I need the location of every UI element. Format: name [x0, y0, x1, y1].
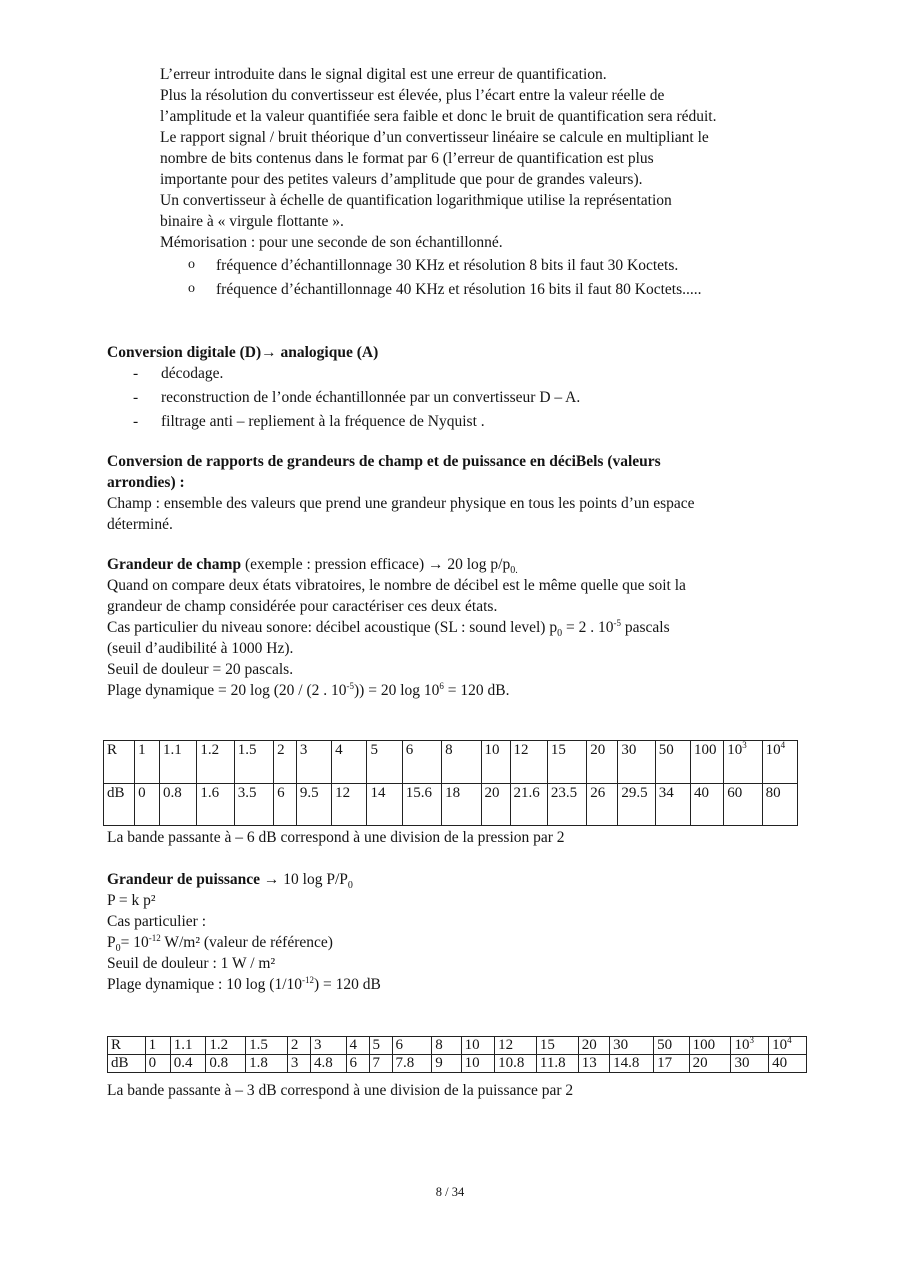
- intro-line: L’erreur introduite dans le signal digital est une erreur de quantification.: [160, 66, 607, 83]
- power-caption-block: [107, 1080, 573, 1101]
- table-cell: 10: [461, 1037, 494, 1055]
- page-number: 8 / 34: [435, 1185, 465, 1199]
- table-cell: 0: [145, 1055, 170, 1073]
- superscript: -12: [302, 974, 315, 985]
- table-cell: 12: [332, 784, 367, 826]
- table-cell: 1.5: [246, 1037, 288, 1055]
- table-cell: 18: [442, 784, 481, 826]
- section-heading: Conversion de rapports de grandeurs de champ et de puissance en déciBels (valeurs: [107, 453, 661, 470]
- table-cell: 6: [392, 1037, 432, 1055]
- table-cell: 17: [654, 1055, 690, 1073]
- table-cell: 1: [135, 741, 160, 784]
- paragraph-line: [107, 680, 686, 701]
- table-cell: 12: [510, 741, 547, 784]
- table-cell: 20: [481, 784, 510, 826]
- table-cell: 1: [145, 1037, 170, 1055]
- table-cell: 40: [769, 1055, 807, 1073]
- table-caption: La bande passante à – 6 dB correspond à une division de la pression par 2: [107, 829, 565, 846]
- formula-subscript: 0.: [510, 565, 518, 577]
- text-run: ) = 120 dB: [314, 976, 381, 993]
- cell-exponent: 4: [787, 1035, 792, 1045]
- table-cell: 3: [287, 1055, 310, 1073]
- table-header-cell: R: [108, 1037, 146, 1055]
- text-run: = 10: [120, 934, 149, 951]
- cell-exponent: 3: [749, 1035, 754, 1045]
- subscript: 0: [557, 628, 563, 640]
- paragraph-line: P = k p²: [107, 892, 156, 909]
- table-cell: 8: [432, 1037, 461, 1055]
- table-cell: 7.8: [392, 1055, 432, 1073]
- conversion-db-section: [107, 451, 695, 535]
- conversion-da-list: [107, 362, 580, 434]
- grandeur-puissance-heading: [107, 869, 381, 890]
- table-cell: 7: [369, 1055, 392, 1073]
- table-row: [108, 1055, 807, 1073]
- table-cell: 100: [691, 741, 724, 784]
- section-heading: arrondies) :: [107, 474, 185, 491]
- table-cell: 2: [287, 1037, 310, 1055]
- text-run: P: [107, 934, 116, 951]
- table-cell: 1.1: [160, 741, 197, 784]
- power-db-table: [107, 1036, 807, 1073]
- intro-bullet-list: [160, 254, 702, 302]
- cell-base: 10: [765, 742, 781, 758]
- table-cell: 10: [461, 1055, 494, 1073]
- text-run: Plage dynamique = 20 log (20 / (2 . 10: [107, 682, 347, 699]
- text-run: = 120 dB.: [443, 682, 510, 699]
- conversion-da-section: [107, 342, 378, 363]
- intro-line: Le rapport signal / bruit théorique d’un convertisseur linéaire se calcule en multipliant le: [160, 129, 709, 146]
- table-row: [104, 784, 798, 826]
- table-cell: 20: [578, 1037, 609, 1055]
- intro-line: nombre de bits contenus dans le format par 6 (l’erreur de quantification est plus: [160, 150, 654, 167]
- table-cell: 21.6: [510, 784, 547, 826]
- table-cell: 9.5: [296, 784, 331, 826]
- table-cell: 15: [547, 741, 586, 784]
- table-cell: 50: [654, 1037, 690, 1055]
- paragraph-line: Cas particulier :: [107, 913, 206, 930]
- text-run: Cas particulier du niveau sonore: décibel acoustique (SL : sound level) p: [107, 619, 558, 636]
- table-cell: 1.6: [197, 784, 234, 826]
- intro-line: importante pour des petites valeurs d’amplitude que pour de grandes valeurs).: [160, 171, 643, 188]
- table-cell: 8: [442, 741, 481, 784]
- table-cell: 23.5: [547, 784, 586, 826]
- superscript: -5: [346, 680, 354, 691]
- table-cell: 3: [310, 1037, 346, 1055]
- table-row: [108, 1037, 807, 1055]
- table-cell: 60: [724, 784, 762, 826]
- table-cell: 11.8: [536, 1055, 578, 1073]
- table-cell: 4: [346, 1037, 369, 1055]
- table-header-cell: R: [104, 741, 135, 784]
- paragraph-line: grandeur de champ considérée pour caractériser ces deux états.: [107, 598, 498, 615]
- table-cell: 12: [495, 1037, 537, 1055]
- list-item: o fréquence d’échantillonnage 30 KHz et résolution 8 bits il faut 30 Koctets.: [160, 254, 702, 278]
- text-run: )) = 20 log 10: [354, 682, 440, 699]
- table-cell: 20: [587, 741, 618, 784]
- field-caption-block: [107, 827, 565, 848]
- table-cell: 3: [296, 741, 331, 784]
- table-cell: 0.4: [170, 1055, 206, 1073]
- table-cell: 29.5: [618, 784, 655, 826]
- paragraph-line: Seuil de douleur = 20 pascals.: [107, 661, 294, 678]
- list-item: o fréquence d’échantillonnage 40 KHz et résolution 16 bits il faut 80 Koctets.....: [160, 278, 702, 302]
- table-cell: 10.8: [495, 1055, 537, 1073]
- section-heading: Grandeur de champ: [107, 556, 242, 573]
- table-cell: 1.5: [234, 741, 273, 784]
- table-cell: 20: [689, 1055, 731, 1073]
- table-cell: 4.8: [310, 1055, 346, 1073]
- table-cell: 1.1: [170, 1037, 206, 1055]
- grandeur-champ-section: [107, 554, 686, 701]
- table-cell: 30: [731, 1055, 769, 1073]
- table-cell: 30: [610, 1037, 654, 1055]
- table-cell: 50: [655, 741, 690, 784]
- cell-base: 10: [772, 1037, 788, 1053]
- table-cell: 13: [578, 1055, 609, 1073]
- table-cell: 2: [274, 741, 297, 784]
- grandeur-puissance-section: [107, 869, 381, 995]
- table-cell: 4: [332, 741, 367, 784]
- cell-exponent: 4: [780, 740, 786, 750]
- formula: → 10 log P/P: [260, 871, 348, 888]
- intro-line: Mémorisation : pour une seconde de son échantillonné.: [160, 234, 503, 251]
- intro-section: [160, 64, 716, 253]
- paragraph-line: (seuil d’audibilité à 1000 Hz).: [107, 640, 294, 657]
- cell-base: 10: [727, 742, 743, 758]
- table-cell: 0: [135, 784, 160, 826]
- intro-line: binaire à « virgule flottante ».: [160, 213, 344, 230]
- table-cell: [731, 1037, 769, 1055]
- text-run: Plage dynamique : 10 log (1/10: [107, 976, 303, 993]
- section-heading: Conversion digitale (D)→ analogique (A): [107, 344, 379, 361]
- table-cell: 1.2: [197, 741, 234, 784]
- table-cell: [769, 1037, 807, 1055]
- superscript: -5: [613, 617, 621, 628]
- table-cell: 6: [274, 784, 297, 826]
- table-cell: [762, 741, 797, 784]
- table-cell: 9: [432, 1055, 461, 1073]
- table-header-cell: dB: [104, 784, 135, 826]
- table-cell: 80: [762, 784, 797, 826]
- table-cell: 1.8: [246, 1055, 288, 1073]
- table-cell: 14: [367, 784, 402, 826]
- table-header-cell: dB: [108, 1055, 146, 1073]
- superscript: 6: [439, 680, 444, 691]
- section-heading: Grandeur de puissance: [107, 871, 261, 888]
- table-cell: 3.5: [234, 784, 273, 826]
- table-cell: 1.2: [206, 1037, 246, 1055]
- table-cell: [724, 741, 762, 784]
- table-cell: 40: [691, 784, 724, 826]
- paragraph-line: [107, 974, 381, 995]
- table-cell: 14.8: [610, 1055, 654, 1073]
- cell-base: 10: [734, 1037, 750, 1053]
- formula: (exemple : pression efficace) → 20 log p/p: [241, 556, 511, 573]
- table-row: [104, 741, 798, 784]
- list-item: - décodage.: [107, 362, 580, 386]
- table-cell: 15.6: [402, 784, 441, 826]
- intro-line: l’amplitude et la valeur quantifiée sera faible et donc le bruit de quantification sera réduit.: [160, 108, 717, 125]
- table-cell: 5: [367, 741, 402, 784]
- table-cell: 5: [369, 1037, 392, 1055]
- paragraph-line: [107, 932, 381, 953]
- text-run: W/m² (valeur de référence): [160, 934, 333, 951]
- paragraph-line: [107, 617, 686, 638]
- subscript: 0: [115, 943, 121, 955]
- table-cell: 10: [481, 741, 510, 784]
- table-cell: 15: [536, 1037, 578, 1055]
- list-item: - reconstruction de l’onde échantillonnée par un convertisseur D – A.: [107, 386, 580, 410]
- table-cell: 100: [689, 1037, 731, 1055]
- table-cell: 0.8: [206, 1055, 246, 1073]
- table-caption: La bande passante à – 3 dB correspond à une division de la puissance par 2: [107, 1082, 574, 1099]
- text-run: = 2 . 10: [562, 619, 614, 636]
- table-cell: 26: [587, 784, 618, 826]
- text-run: pascals: [620, 619, 670, 636]
- grandeur-champ-heading: [107, 554, 686, 575]
- paragraph-line: Champ : ensemble des valeurs que prend une grandeur physique en tous les points d’un espace: [107, 495, 695, 512]
- formula-subscript: 0: [347, 880, 353, 892]
- intro-line: Un convertisseur à échelle de quantification logarithmique utilise la représentation: [160, 192, 672, 209]
- paragraph-line: déterminé.: [107, 516, 173, 533]
- table-cell: 34: [655, 784, 690, 826]
- field-db-table: [103, 740, 798, 826]
- paragraph-line: Quand on compare deux états vibratoires, le nombre de décibel est le même quelle que soit la: [107, 577, 686, 594]
- superscript: -12: [148, 932, 161, 943]
- table-cell: 30: [618, 741, 655, 784]
- list-item: - filtrage anti – repliement à la fréquence de Nyquist .: [107, 410, 580, 434]
- table-cell: 0.8: [160, 784, 197, 826]
- cell-exponent: 3: [742, 740, 747, 750]
- intro-line: Plus la résolution du convertisseur est élevée, plus l’écart entre la valeur réelle de: [160, 87, 665, 104]
- table-cell: 6: [402, 741, 441, 784]
- paragraph-line: Seuil de douleur : 1 W / m²: [107, 955, 276, 972]
- table-cell: 6: [346, 1055, 369, 1073]
